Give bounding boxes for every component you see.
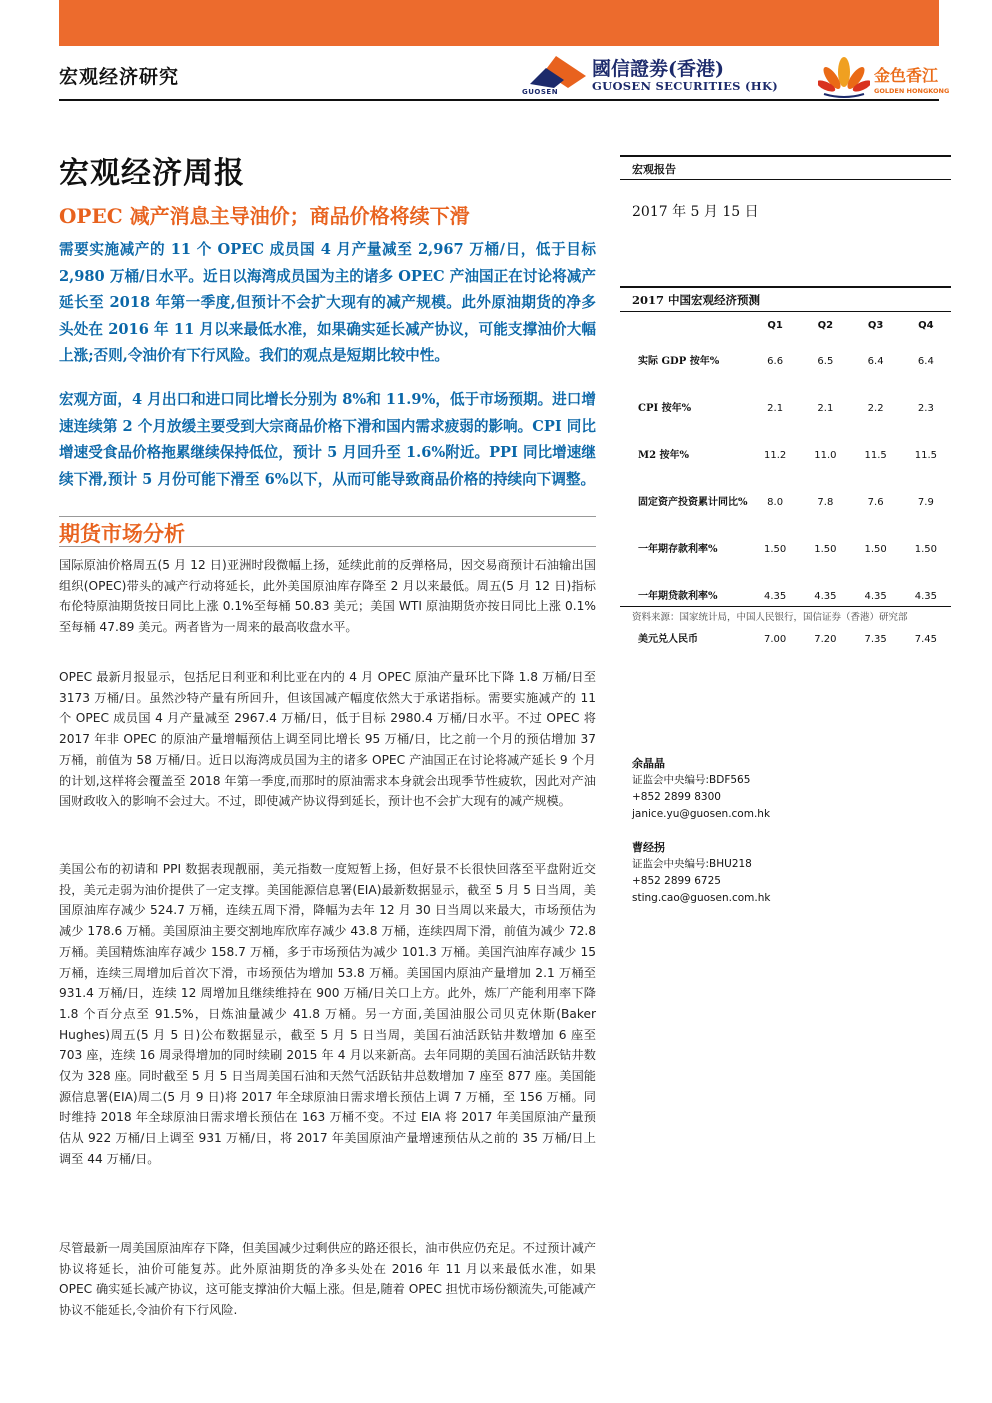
row-label: 美元兑人民币	[638, 633, 698, 645]
column-header: Q4	[918, 319, 934, 331]
guosen-name-zh: 國信證劵(香港)	[592, 58, 724, 80]
table-cell: 7.35	[864, 633, 887, 645]
report-type: 宏观报告	[632, 163, 676, 176]
table-cell: 7.6	[867, 497, 884, 508]
section-heading: 期货市场分析	[59, 521, 185, 546]
table-cell: 6.6	[767, 356, 784, 367]
summary-paragraph: 宏观方面，4 月出口和进口同比增长分别为 8%和 11.9%，低于市场预期。进口增速连续第 2 个月放缓主要受到大宗商品价格下滑和国内需求疲弱的影响。CPI 同比增速受食品价格拖累继续保持低位，预计 5 月回升至 1.6%附近。PPI 同比增速继续下滑,预计 5 月份可能下滑至 6%以下，从而可能导致商品价格的持续向下调整。	[59, 391, 596, 488]
analyst-license: 证监会中央编号:BDF565	[632, 774, 751, 786]
guosen-name-en: GUOSEN SECURITIES (HK)	[592, 79, 778, 93]
jinse-name-en: GOLDEN HONGKONG	[874, 87, 950, 95]
report-date: 2017 年 5 月 15 日	[632, 204, 759, 220]
column-header: Q1	[767, 319, 783, 331]
table-cell: 7.8	[817, 497, 834, 508]
jinse-name-zh: 金色香江	[874, 66, 939, 85]
table-header-row	[628, 312, 951, 338]
analyst-license: 证监会中央编号:BHU218	[632, 858, 752, 870]
analyst-email[interactable]: janice.yu@guosen.com.hk	[632, 808, 771, 820]
header-divider	[59, 99, 939, 101]
sidebar-divider	[620, 155, 951, 157]
table-cell: 1.50	[864, 544, 887, 555]
sidebar-divider	[620, 179, 951, 180]
table-cell: 2.1	[817, 403, 834, 414]
table-cell: 7.9	[917, 497, 934, 508]
table-cell: 2.2	[867, 403, 884, 414]
table-source-note: 资料来源：国家统计局，中国人民银行，国信证券（香港）研究部	[632, 612, 908, 623]
table-cell: 6.5	[817, 356, 834, 367]
section-divider	[59, 546, 596, 547]
body-paragraph: 国际原油价格周五(5 月 12 日)亚洲时段微幅上扬，延续此前的反弹格局，因交易商预计石油输出国组织(OPEC)带头的减产行动将延长，此外美国原油库存降至 2 月以来最低。周五(5 月 12 日)指标布伦特原油期货按日同比上涨 0.1%至每桶 50.83 美元；美国 WTI 原油期货亦按日同比上涨 0.1%至每桶 47.89 美元。两者皆为一周来的最高收盘水平。	[59, 558, 596, 635]
top-brand-bar	[59, 0, 939, 46]
jinse-logo	[818, 54, 958, 100]
table-cell: 6.4	[917, 356, 934, 367]
analyst-name: 余晶晶	[632, 757, 665, 770]
table-row	[628, 620, 951, 658]
table-cell: 1.50	[763, 544, 787, 555]
sidebar-divider	[620, 286, 951, 288]
column-header: Q3	[867, 319, 884, 331]
table-row	[628, 338, 951, 385]
summary-paragraph: 需要实施减产的 11 个 OPEC 成员国 4 月产量减至 2,967 万桶/日，低于目标 2,980 万桶/日水平。近日以海湾成员国为主的诸多 OPEC 产油国正在讨论将减产延长至 2018 年第一季度,但预计不会扩大现有的减产规模。此外原油期货的净多头处在 2016 年 11 月以来最低水准，如果确实延长减产协议，可能支撑油价大幅上涨;否则,令油价有下行风险。我们的观点是短期比较中性。	[59, 241, 596, 364]
analyst-card	[632, 755, 770, 823]
table-row	[628, 432, 951, 479]
body-paragraph: 尽管最新一周美国原油库存下降，但美国减少过剩供应的路还很长，油市供应仍充足。不过预计减产协议将延长，油价可能复苏。此外原油期货的净多头处在 2016 年 11 月以来最低水准，如果 OPEC 确实延长减产协议，这可能支撑油价大幅上涨。但是,随着 OPEC 担忧市场份额流失,可能减产协议不能延长,令油价有下行风险.	[59, 1241, 596, 1318]
guosen-mark-text: GUOSEN	[522, 88, 559, 96]
table-cell: 2.3	[917, 403, 934, 414]
table-cell: 6.4	[867, 356, 884, 367]
table-row	[628, 526, 951, 573]
body-paragraph: OPEC 最新月报显示，包括尼日利亚和利比亚在内的 4 月 OPEC 原油产量环比下降 1.8 万桶/日至 3173 万桶/日。虽然沙特产量有所回升，但该国减产幅度依然大于承诺指标。需要实施减产的 11 个 OPEC 成员国 4 月产量减至 2967.4 万桶/日，低于目标 2980.4 万桶/日水平。不过 OPEC 将 2017 年非 OPEC 的原油产量增幅预估上调至同比增长 95 万桶/日，比之前一个月的预估增加 37 万桶，前值为 58 万桶/日。近日以海湾成员国为主的诸多 OPEC 产油国正在讨论将减产延长 9 个月的计划,这样将会覆盖至 2018 年第一季度,而那时的原油需求本身就会出现季节性疲软，因此对产油国财政收入的影响不会过大。不过，即使减产协议得到延长，预计也不会扩大现有的减产规模。	[59, 670, 596, 809]
analyst-email[interactable]: sting.cao@guosen.com.hk	[632, 892, 771, 904]
table-cell: 1.50	[814, 544, 837, 555]
analyst-phone: +852 2899 6725	[632, 875, 721, 887]
forecast-table-title: 2017 中国宏观经济预测	[632, 293, 761, 307]
row-label: 固定资产投资累计同比%	[638, 497, 748, 508]
sidebar-divider	[620, 606, 951, 607]
analyst-name: 曹经拐	[632, 841, 665, 854]
table-cell: 11.2	[763, 450, 787, 461]
table-cell: 2.1	[767, 403, 784, 414]
table-cell: 11.5	[914, 450, 937, 461]
table-cell: 11.5	[864, 450, 887, 461]
table-cell: 4.35	[864, 591, 887, 602]
table-cell: 4.35	[763, 591, 787, 602]
table-cell: 1.50	[914, 544, 937, 555]
row-label: M2 按年%	[638, 450, 690, 461]
table-cell: 11.0	[814, 450, 837, 461]
table-row	[628, 479, 951, 526]
table-corner	[628, 312, 750, 338]
section-label: 宏观经济研究	[59, 66, 180, 88]
table-cell: 4.35	[814, 591, 837, 602]
table-cell: 8.0	[767, 497, 784, 508]
analyst-card	[632, 839, 770, 907]
table-cell: 7.20	[814, 633, 837, 645]
section-divider	[59, 516, 596, 517]
lotus-icon	[818, 54, 870, 100]
report-subtitle: OPEC 减产消息主导油价；商品价格将续下滑	[59, 204, 470, 228]
row-label: 一年期贷款利率%	[638, 591, 718, 602]
table-cell: 4.35	[914, 591, 937, 602]
guosen-emblem-icon	[524, 54, 588, 90]
analyst-phone: +852 2899 8300	[632, 791, 721, 803]
row-label: CPI 按年%	[638, 403, 692, 414]
row-label: 一年期存款利率%	[638, 544, 718, 555]
table-cell: 7.45	[914, 633, 937, 645]
body-paragraph: 美国公布的初请和 PPI 数据表现靓丽，美元指数一度短暂上扬，但好景不长很快回落至平盘附近交投，美元走弱为油价提供了一定支撑。美国能源信息署(EIA)最新数据显示，截至 5 月 5 日当周，美国原油库存减少 524.7 万桶，连续五周下滑，降幅为去年 12 月 30 日当周以来最大，市场预估为减少 178.6 万桶。美国原油主要交割地库欣库存减少 43.8 万桶，连续四周下滑，前值为减少 72.8 万桶。美国精炼油库存减少 158.7 万桶，多于市场预估为减少 101.3 万桶。美国汽油库存减少 15 万桶，连续三周增加后首次下滑，市场预估为增加 53.8 万桶。美国国内原油产量增加 2.1 万桶至 931.4 万桶/日，连续 12 周增加且继续维持在 900 万桶/日关口上方。此外，炼厂产能利用率下降 1.8 个百分点至 91.5%，日炼油量减少 41.8 万桶。另一方面,美国油服公司贝克休斯(Baker Hughes)周五(5 月 5 日)公布数据显示，截至 5 月 5 日当周，美国石油活跃钻井数增加 6 座至 703 座，连续 16 周录得增加的同时续刷 2015 年 4 月以来新高。去年同期的美国石油活跃钻井数仅为 328 座。同时截至 5 月 5 日当周美国石油和天然气活跃钻井总数增加 7 座至 877 座。美国能源信息署(EIA)周二(5 月 9 日)将 2017 年全球原油日需求增长预估上调 7 万桶，至 156 万桶。同时维持 2018 年全球原油日需求增长预估在 163 万桶不变。不过 EIA 将 2017 年美国原油产量预估从 922 万桶/日上调至 931 万桶/日，将 2017 年美国原油产量增速预估从之前的 35 万桶/日上调至 44 万桶/日。	[59, 862, 596, 1166]
guosen-logo	[522, 52, 792, 100]
table-cell: 7.00	[763, 633, 787, 645]
row-label: 实际 GDP 按年%	[638, 356, 720, 367]
report-title: 宏观经济周报	[59, 156, 245, 191]
column-header: Q2	[817, 319, 834, 331]
table-row	[628, 385, 951, 432]
